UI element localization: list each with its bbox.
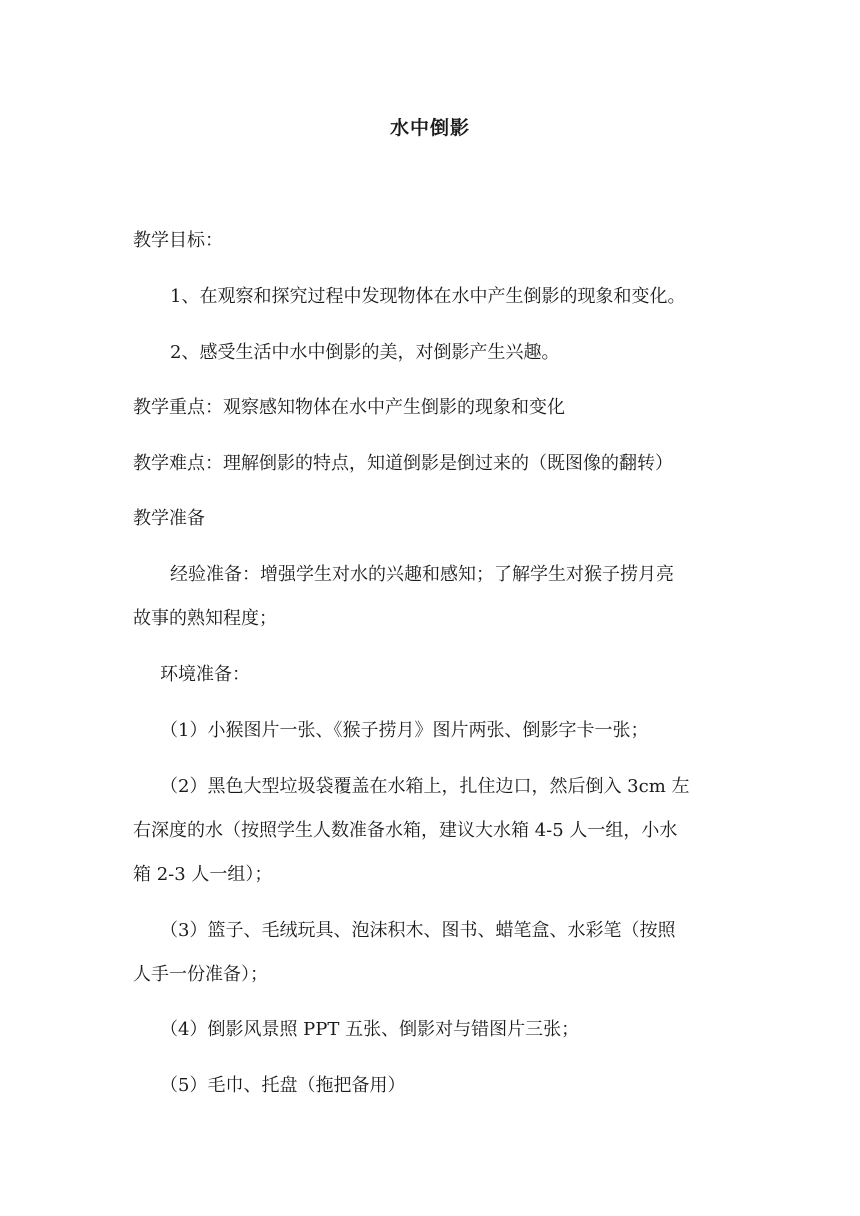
env-item-2-line-1: （2）黑色大型垃圾袋覆盖在水箱上，扎住边口，然后倒入 3cm 左 — [160, 776, 690, 797]
goal-item-1: 1、在观察和探究过程中发现物体在水中产生倒影的现象和变化。 — [170, 286, 686, 307]
experience-prep-line-2: 故事的熟知程度； — [133, 608, 277, 629]
goal-item-2: 2、感受生活中水中倒影的美，对倒影产生兴趣。 — [170, 342, 560, 363]
teaching-difficulty: 教学难点：理解倒影的特点，知道倒影是倒过来的（既图像的翻转） — [133, 453, 673, 474]
env-item-2-line-2: 右深度的水（按照学生人数准备水箱，建议大水箱 4-5 人一组，小水 — [133, 820, 678, 841]
document-title: 水中倒影 — [389, 117, 470, 139]
experience-prep-line-1: 经验准备：增强学生对水的兴趣和感知；了解学生对猴子捞月亮 — [170, 564, 674, 585]
heading-teaching-preparation: 教学准备 — [133, 508, 205, 529]
env-item-4: （4）倒影风景照 PPT 五张、倒影对与错图片三张； — [160, 1019, 580, 1040]
env-item-2-line-3: 箱 2-3 人一组）； — [133, 864, 273, 885]
env-item-5: （5）毛巾、托盘（拖把备用） — [160, 1075, 406, 1096]
heading-teaching-goals: 教学目标： — [133, 230, 223, 251]
env-item-1: （1）小猴图片一张、《猴子捞月》图片两张、倒影字卡一张； — [160, 720, 649, 741]
env-item-3-line-2: 人手一份准备）； — [133, 964, 268, 985]
heading-environment-prep: 环境准备： — [160, 664, 250, 685]
env-item-3-line-1: （3）篮子、毛绒玩具、泡沫积木、图书、蜡笔盒、水彩笔（按照 — [160, 920, 676, 941]
teaching-focus: 教学重点：观察感知物体在水中产生倒影的现象和变化 — [133, 397, 565, 418]
